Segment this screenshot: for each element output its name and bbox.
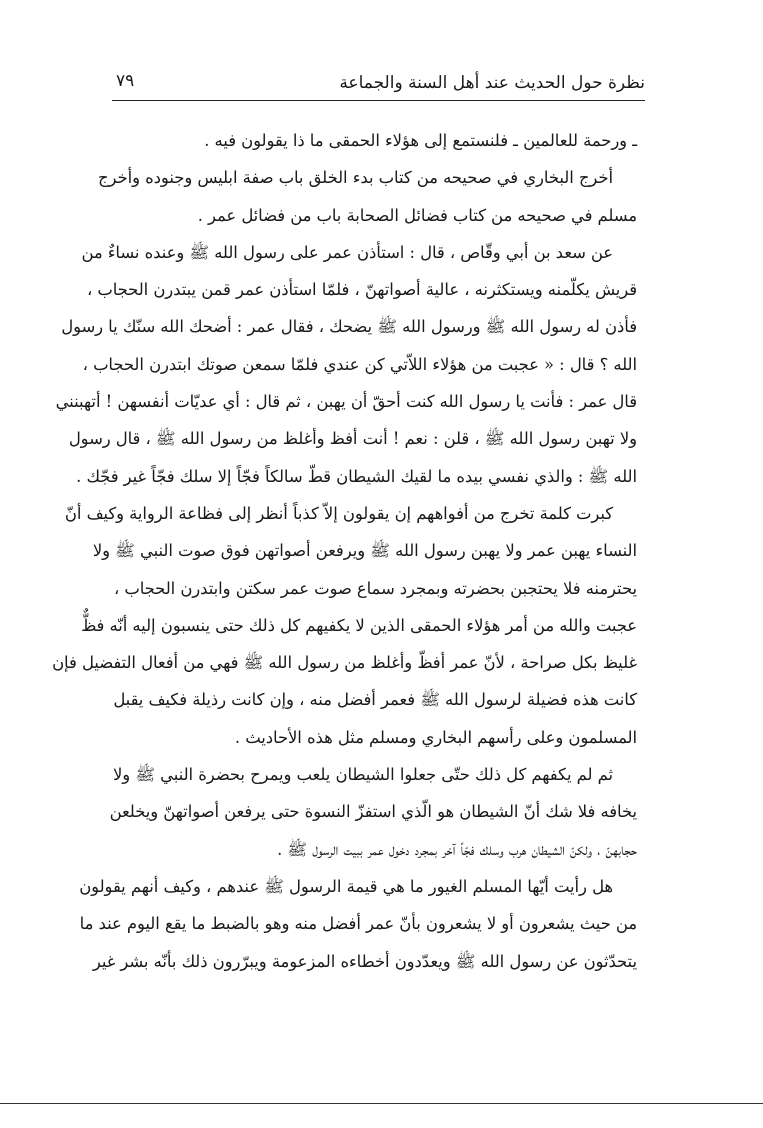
text-line: الله ؟ قال : « عجبت من هؤلاء اللاّتي كن عندي فلمّا سمعن صوتك ابتدرن الحجاب ،	[82, 354, 637, 374]
text-line: ثم لم يكفهم كل ذلك حتّى جعلوا الشيطان يلعب ويمرح بحضرة النبي ﷺ ولا	[113, 765, 613, 785]
page-header	[112, 58, 645, 101]
footer-rule	[0, 1103, 763, 1104]
text-line: يتحدّثون عن رسول الله ﷺ ويعدّدون أخطاءه المزعومة ويبرّرون ذلك بأنّه بشر غير	[92, 951, 637, 971]
body-text	[52, 122, 637, 980]
text-line: حجابهنّ ، ولكنّ الشيطان هرب وسلك فجّاً آخر بمجرد دخول عمر ببيت الرسول ﷺ .	[277, 839, 637, 859]
text-line: المسلمون وعلى رأسهم البخاري ومسلم مثل هذه الأحاديث .	[234, 727, 637, 747]
text-line: النساء يهبن عمر ولا يهبن رسول الله ﷺ ويرفعن أصواتهن فوق صوت النبي ﷺ ولا	[92, 541, 637, 561]
text-line: عجبت والله من أمر هؤلاء الحمقى الذين لا يكفيهم كل ذلك حتى ينسبون إليه أنّه فظٌّ	[81, 615, 637, 635]
text-line: أخرج البخاري في صحيحه من كتاب بدء الخلق باب صفة ابليس وجنوده وأخرج	[98, 168, 613, 188]
text-line: كبرت كلمة تخرج من أفواههم إن يقولون إلاّ كذباً أنظر إلى فظاعة الرواية وكيف أنّ	[64, 503, 613, 523]
text-line: ولا تهبن رسول الله ﷺ ، قلن : نعم ! أنت أفظ وأغلظ من رسول الله ﷺ ، قال رسول	[68, 429, 637, 449]
text-line: كانت هذه فضيلة لرسول الله ﷺ فعمر أفضل منه ، وإن كانت رذيلة فكيف يقبل	[113, 690, 637, 710]
running-title: نظرة حول الحديث عند أهل السنة والجماعة	[339, 73, 645, 93]
text-line: قال عمر : فأنت يا رسول الله كنت أحقّ أن يهبن ، ثم قال : أي عديّات أنفسهن ! أتهبنني	[55, 392, 637, 412]
text-line: فأذن له رسول الله ﷺ ورسول الله ﷺ يضحك ، فقال عمر : أضحك الله سنّك يا رسول	[61, 317, 637, 337]
text-line: يخافه فلا شك أنّ الشيطان هو الّذي استفزّ النسوة حتى يرفعن أصواتهنّ ويخلعن	[109, 802, 637, 822]
text-line: ـ ورحمة للعالمين ـ فلنستمع إلى هؤلاء الحمقى ما ذا يقولون فيه .	[204, 131, 637, 150]
text-line: قريش يكلّمنه ويستكثرنه ، عالية أصواتهنّ ، فلمّا استأذن عمر قمن يبتدرن الحجاب ،	[86, 280, 637, 300]
page-number: ٧٩	[116, 71, 135, 91]
text-line: من حيث يشعرون أو لا يشعرون بأنّ عمر أفضل منه وهو بالضبط ما يقع اليوم عند ما	[79, 914, 637, 934]
text-line: مسلم في صحيحه من كتاب فضائل الصحابة باب من فضائل عمر .	[197, 205, 637, 225]
text-line: هل رأيت أيّها المسلم الغيور ما هي قيمة الرسول ﷺ عندهم ، وكيف أنهم يقولون	[79, 876, 613, 896]
text-line: غليظ بكل صراحة ، لأنّ عمر أفظّ وأغلظ من رسول الله ﷺ فهي من أفعال التفضيل فإن	[52, 653, 637, 673]
text-line: الله ﷺ : والذي نفسي بيده ما لقيك الشيطان قطّ سالكاً فجّاً إلا سلك فجّاً غير فجّك .	[76, 466, 637, 486]
text-line: عن سعد بن أبي وقّاص ، قال : استأذن عمر على رسول الله ﷺ وعنده نساءٌ من	[81, 242, 613, 262]
text-line: يحترمنه فلا يحتجبن بحضرته وبمجرد سماع صوت عمر سكتن وابتدرن الحجاب ،	[113, 578, 637, 598]
